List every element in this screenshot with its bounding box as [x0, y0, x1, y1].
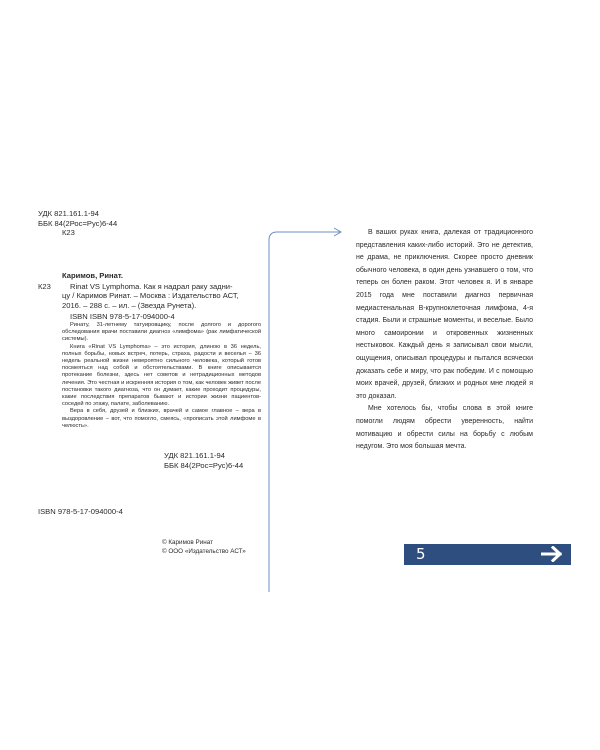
author-heading: Каримов, Ринат. — [62, 271, 124, 280]
foreword — [356, 227, 533, 454]
copyright-author: © Каримов Ринат — [162, 539, 213, 546]
annotation-paragraph: Вера в себя, друзей и близких, врачей и самое главное – вера в выздоровление – вот, что помогло, смеясь, «прописать этой лимфоме в челюсть». — [62, 408, 261, 429]
annotation-paragraph: Ринату, 31-летнему татуировщику, после долгого и дорогого обследования врачи поставили диагноз «лимфома» (рак лимфатической системы). — [62, 322, 261, 343]
annotation-paragraph: Книга «Rinat VS Lymphoma» – это история, длиною в 36 недель, полных борьбы, новых встреч, потерь, страха, радости и веселья – 36 недель реальной жизни невероятно сильного человека, который готов посмеяться над собой и обстоятельствами. В книге описывается протекание болезни, здесь нет советов и нетрадиционных методов лечения. Это честная и искренняя история о том, как человек живет после постановки такого диагноза, что он думает, какие проходит процедуры, какие последствия препаратов бывают и истории жизни пациентов-соседей по этажу, палате, заболеванию. — [62, 343, 261, 408]
bibliographic-record — [38, 271, 263, 322]
foreword-paragraph: Мне хотелось бы, чтобы слова в этой книге помогли людям обрести уверенность, найти мотивацию и обрести силы на борьбу с любым недугом. Это моя большая мечта. — [356, 405, 533, 451]
title-line-3: 2016. – 288 с. – ил. – (Звезда Рунета). — [62, 300, 197, 310]
isbn-bottom: ISBN 978-5-17-094000-4 — [38, 507, 123, 516]
copyright-publisher: © ООО «Издательство АСТ» — [162, 547, 246, 555]
record-isbn: ISBN ISBN 978-5-17-094000-4 — [70, 312, 175, 321]
record-author-sign: К23 — [38, 281, 51, 291]
classification-top — [38, 209, 117, 238]
udk-code-bottom: УДК 821.161.1-94 — [164, 451, 225, 460]
page-footer-bar — [404, 544, 571, 565]
author-sign: К23 — [62, 228, 75, 237]
annotation — [62, 322, 261, 430]
foreword-paragraph: В ваших руках книга, далекая от традиционного представления каких-либо историй. Это не детектив, не драма, не приключения. Скорее просто дневник обычного человека, в один день узнавшего о том, что теперь он болен раком. Этот человек я. И в январе 2015 года мне поставили диагноз первичная медиастенальная B-крупноклеточная лимфома, 4-я стадия. Были и страшные моменты, и веселые. Было много самоиронии и откровенных жизненных нестыковок. Каждый день я записывал свои мысли, ощущения, описывал процедуры и пытался всячески доказать себе и миру, что рак победим. И с помощью моих врачей, друзей, близких и родных мне людей я это доказал. — [356, 229, 533, 400]
arrow-right-icon[interactable] — [541, 546, 563, 567]
udk-code: УДК 821.161.1-94 — [38, 209, 99, 218]
classification-bottom — [164, 451, 243, 470]
title-line-2: цу / Каримов Ринат. – Москва : Издательство АСТ, — [62, 291, 239, 300]
bbk-code: ББК 84(2Рос=Рус)6-44 — [38, 218, 118, 228]
title-line-1: Rinat VS Lymphoma. Как я надрал раку задни- — [70, 281, 233, 291]
copyright — [162, 539, 246, 556]
page-number: 5 — [416, 545, 426, 563]
bbk-code-bottom: ББК 84(2Рос=Рус)6-44 — [164, 460, 244, 470]
